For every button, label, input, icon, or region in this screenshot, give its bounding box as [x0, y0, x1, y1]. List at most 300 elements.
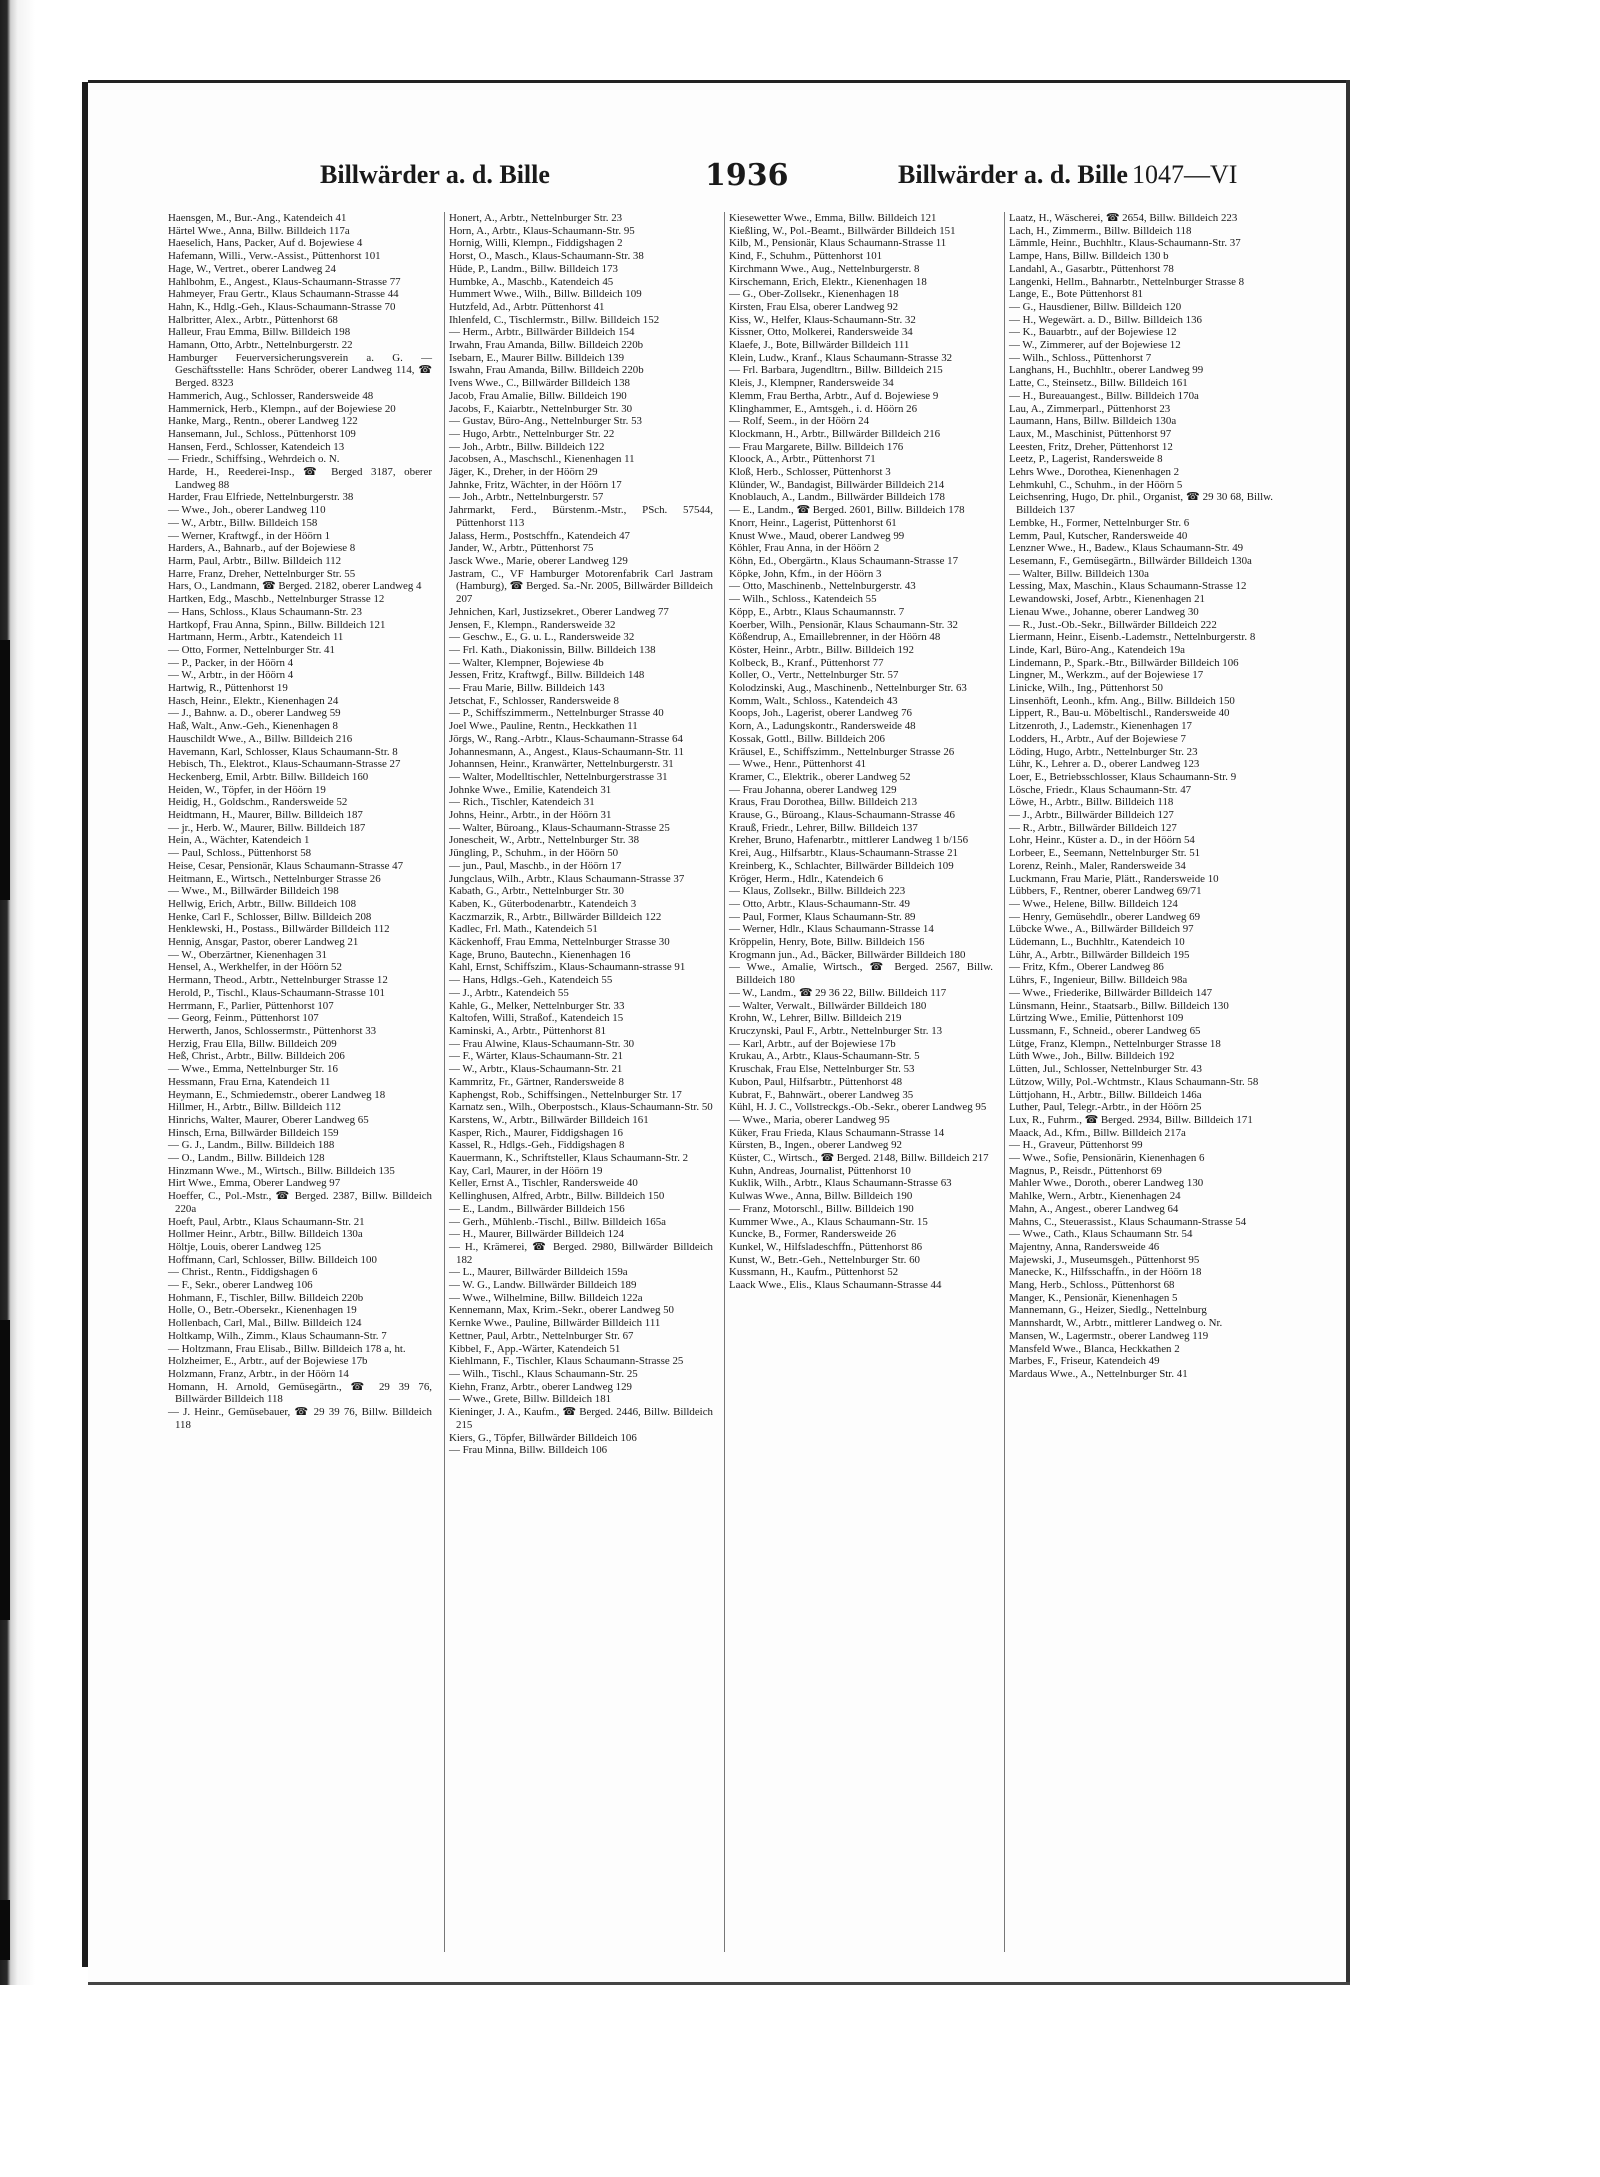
directory-entry: Horn, A., Arbtr., Klaus-Schaumann-Str. 95 [449, 224, 635, 237]
directory-entry: — Fritz, Kfm., Oberer Landweg 86 [1009, 961, 1164, 974]
directory-entry: Halleur, Frau Emma, Billw. Billdeich 198 [168, 326, 351, 339]
directory-entry: Knust Wwe., Maud, oberer Landweg 99 [729, 529, 905, 542]
directory-entry: Kirsten, Frau Elsa, oberer Landweg 92 [729, 300, 899, 313]
directory-entry: Lürtzing Wwe., Emilie, Püttenhorst 109 [1009, 1012, 1184, 1025]
directory-entry: — Paul, Schloss., Püttenhorst 58 [168, 847, 312, 860]
directory-entry: Kaltofen, Willi, Straßof., Katendeich 15 [449, 1012, 624, 1025]
directory-entry: Mahns, C., Steuerassist., Klaus Schaumann-Strasse 54 [1009, 1215, 1247, 1228]
directory-entry: Homann, H. Arnold, Gemüsegärtn., ☎ 29 39 76, Billwärder Billdeich 118 [168, 1380, 432, 1406]
directory-entry: Holle, O., Betr.-Obersekr., Kienenhagen 19 [168, 1304, 357, 1317]
directory-entry: Lehmkuhl, C., Schuhm., in der Höörn 5 [1009, 478, 1183, 491]
directory-entry: — Otto, Former, Nettelnburger Str. 41 [168, 643, 335, 656]
directory-entry: Löding, Hugo, Arbtr., Nettelnburger Str. 23 [1009, 745, 1198, 758]
directory-entry: Lüdemann, L., Buchhltr., Katendeich 10 [1009, 936, 1185, 949]
directory-entry: Mahler Wwe., Doroth., oberer Landweg 130 [1009, 1177, 1204, 1190]
directory-entry: — Karl, Arbtr., auf der Bojewiese 17b [729, 1037, 896, 1050]
directory-entry: Kabath, G., Arbtr., Nettelnburger Str. 30 [449, 885, 624, 898]
directory-entry: Lämmle, Heinr., Buchhltr., Klaus-Schaumann-Str. 37 [1009, 237, 1241, 250]
directory-entry: Henklewski, H., Postass., Billwärder Billdeich 112 [168, 923, 390, 936]
directory-entry: Kummer Wwe., A., Klaus Schaumann-Str. 15 [729, 1215, 928, 1228]
directory-entry: Honert, A., Arbtr., Nettelnburger Str. 23 [449, 212, 623, 224]
directory-entry: — Herm., Arbtr., Billwärder Billdeich 154 [449, 326, 635, 339]
directory-entry: Lampe, Hans, Billw. Billdeich 130 b [1009, 250, 1169, 263]
directory-entry: Lessing, Max, Maschin., Klaus Schaumann-Strasse 12 [1009, 580, 1247, 593]
directory-entry: Hinrichs, Walter, Maurer, Oberer Landweg 65 [168, 1113, 369, 1126]
directory-entry: Hüde, P., Landm., Billw. Billdeich 173 [449, 262, 618, 275]
directory-entry: Lührs, F., Ingenieur, Billw. Billdeich 98a [1009, 974, 1188, 987]
directory-entry: Kolodzinski, Aug., Maschinenb., Nettelnburger Str. 63 [729, 682, 967, 695]
directory-entry: Hartkopf, Frau Anna, Spinn., Billw. Billdeich 121 [168, 618, 386, 631]
directory-entry: Koerber, Wilh., Pensionär, Klaus Schaumann-Str. 32 [729, 618, 958, 631]
directory-entry: Kaphengst, Rob., Schiffsingen., Nettelnburger Str. 17 [449, 1088, 682, 1101]
directory-entry: Heiden, W., Töpfer, in der Höörn 19 [168, 783, 326, 796]
directory-entry: Kind, F., Schuhm., Püttenhorst 101 [729, 250, 883, 263]
directory-entry: Jörgs, W., Rang.-Arbtr., Klaus-Schaumann-Strasse 64 [449, 732, 683, 745]
directory-entry: Iswahn, Frau Amanda, Billw. Billdeich 220b [449, 364, 644, 377]
directory-entry: Koops, Joh., Lagerist, oberer Landweg 76 [729, 707, 912, 720]
directory-entry: Kernke Wwe., Pauline, Billwärder Billdeich 111 [449, 1317, 661, 1330]
directory-entry: Hamburger Feuerversicherungsverein a. G. — Geschäftsstelle: Hans Schröder, oberer Landweg 114, ☎ Berged. 8323 [168, 351, 432, 390]
directory-entry: Kuklik, Wilh., Arbtr., Klaus Schaumann-Strasse 63 [729, 1177, 952, 1190]
directory-entry: Kage, Bruno, Bautechn., Kienenhagen 16 [449, 948, 631, 961]
directory-entry: Klünder, W., Bandagist, Billwärder Billdeich 214 [729, 478, 945, 491]
directory-entry: Mardaus Wwe., A., Nettelnburger Str. 41 [1009, 1367, 1188, 1380]
directory-entry: Hoffmann, Carl, Schlosser, Billw. Billdeich 100 [168, 1253, 377, 1266]
directory-entry: Heise, Cesar, Pensionär, Klaus Schaumann-Strasse 47 [168, 859, 404, 872]
directory-entry: Haeselich, Hans, Packer, Auf d. Bojewiese 4 [168, 237, 363, 250]
directory-entry: — Wwe., Grete, Billw. Billdeich 181 [449, 1393, 612, 1406]
directory-entry: Krauß, Friedr., Lehrer, Billw. Billdeich 137 [729, 821, 918, 834]
directory-entry: Heitmann, E., Wirtsch., Nettelnburger Strasse 26 [168, 872, 381, 885]
directory-entry: Hohmann, F., Tischler, Billw. Billdeich 220b [168, 1291, 364, 1304]
directory-entry: Kreher, Bruno, Hafenarbtr., mittlerer Landweg 1 b/156 [729, 834, 969, 847]
directory-entry: Lohr, Heinr., Küster a. D., in der Höörn 54 [1009, 834, 1195, 847]
directory-entry: Luckmann, Frau Marie, Plätt., Randersweide 10 [1009, 872, 1219, 885]
directory-entry: Krei, Aug., Hilfsarbtr., Klaus-Schaumann-Strasse 21 [729, 847, 958, 860]
directory-entry: Kulwas Wwe., Anna, Billw. Billdeich 190 [729, 1190, 913, 1203]
directory-column-4 [1004, 212, 1277, 1952]
directory-entry: — Wwe., M., Billwärder Billdeich 198 [168, 885, 339, 898]
directory-entry: Hessmann, Frau Erna, Katendeich 11 [168, 1075, 331, 1088]
directory-entry: — Walter, Billw. Billdeich 130a [1009, 567, 1149, 580]
directory-entry: Löwe, H., Arbtr., Billw. Billdeich 118 [1009, 796, 1174, 809]
directory-entry: Köpke, John, Kfm., in der Höörn 3 [729, 567, 882, 580]
directory-entry: Jessen, Fritz, Kraftwgf., Billw. Billdeich 148 [449, 669, 645, 682]
directory-entry: Krukau, A., Arbtr., Klaus-Schaumann-Str. 5 [729, 1050, 920, 1063]
directory-entry: Holtkamp, Wilh., Zimm., Klaus Schaumann-Str. 7 [168, 1329, 387, 1342]
directory-entry: Kilb, M., Pensionär, Klaus Schaumann-Strasse 11 [729, 237, 947, 250]
directory-entry: — Werner, Kraftwgf., in der Höörn 1 [168, 529, 331, 542]
directory-entry: — W., Zimmerer, auf der Bojewiese 12 [1009, 339, 1181, 352]
directory-entry: — Frau Alwine, Klaus-Schaumann-Str. 30 [449, 1037, 635, 1050]
directory-entry: Krogmann jun., Ad., Bäcker, Billwärder Billdeich 180 [729, 948, 966, 961]
directory-entry: Lütten, Jul., Schlosser, Nettelnburger Str. 43 [1009, 1063, 1202, 1076]
directory-entry: Käckenhoff, Frau Emma, Nettelnburger Strasse 30 [449, 936, 670, 949]
directory-entry: Horst, O., Masch., Klaus-Schaumann-Str. 38 [449, 250, 644, 263]
directory-entry: Kellinghusen, Alfred, Arbtr., Billw. Billdeich 150 [449, 1190, 665, 1203]
directory-entry: Hauschildt Wwe., A., Billw. Billdeich 216 [168, 732, 353, 745]
directory-entry: Kirchmann Wwe., Aug., Nettelnburgerstr. 8 [729, 262, 920, 275]
directory-entry: — W., Arbtr., Klaus-Schaumann-Str. 21 [449, 1063, 623, 1076]
directory-entry: — Henry, Gemüsehdlr., oberer Landweg 69 [1009, 910, 1201, 923]
directory-entry: Mang, Herb., Schloss., Püttenhorst 68 [1009, 1279, 1175, 1292]
directory-entry: — Hugo, Arbtr., Nettelnburger Str. 22 [449, 427, 615, 440]
directory-entry: Klockmann, H., Arbtr., Billwärder Billdeich 216 [729, 427, 941, 440]
directory-entry: Haß, Walt., Anw.-Geh., Kienenhagen 8 [168, 720, 338, 733]
directory-entry: Hammerich, Aug., Schlosser, Randersweide 48 [168, 389, 374, 402]
directory-entry: Havemann, Karl, Schlosser, Klaus Schaumann-Str. 8 [168, 745, 398, 758]
directory-entry: Kay, Carl, Maurer, in der Höörn 19 [449, 1164, 603, 1177]
directory-entry: Kissner, Otto, Molkerei, Randersweide 34 [729, 326, 913, 339]
directory-entry: — Wwe., Helene, Billw. Billdeich 124 [1009, 897, 1178, 910]
directory-entry: Lösche, Friedr., Klaus Schaumann-Str. 47 [1009, 783, 1192, 796]
directory-entry: — Wwe., Amalie, Wirtsch., ☎ Berged. 2567, Billw. Billdeich 180 [729, 961, 993, 987]
directory-entry: Jüngling, P., Schuhm., in der Höörn 50 [449, 847, 619, 860]
directory-entry: Kaben, K., Güterbodenarbtr., Katendeich 3 [449, 897, 637, 910]
directory-entry: Herold, P., Tischl., Klaus-Schaumann-Strasse 101 [168, 986, 385, 999]
directory-entry: Ivens Wwe., C., Billwärder Billdeich 138 [449, 377, 630, 390]
directory-entry: Johnke Wwe., Emilie, Katendeich 31 [449, 783, 612, 796]
directory-entry: — Walter, Büroang., Klaus-Schaumann-Strasse 25 [449, 821, 670, 834]
directory-entry: — Wwe., Emma, Nettelnburger Str. 16 [168, 1063, 338, 1076]
directory-entry: — O., Landm., Billw. Billdeich 128 [168, 1152, 325, 1165]
directory-entry: Knoblauch, A., Landm., Billwärder Billdeich 178 [729, 491, 945, 504]
directory-entry: Hahmeyer, Frau Gertr., Klaus Schaumann-Strasse 44 [168, 288, 399, 301]
directory-entry: — G., Ober-Zollsekr., Kienenhagen 18 [729, 288, 899, 301]
directory-entry: Koller, O., Vertr., Nettelnburger Str. 57 [729, 669, 899, 682]
directory-entry: Heymann, E., Schmiedemstr., oberer Landweg 18 [168, 1088, 386, 1101]
directory-entry: — Gerh., Mühlenb.-Tischl., Billw. Billdeich 165a [449, 1215, 666, 1228]
directory-entry: Hinzmann Wwe., M., Wirtsch., Billw. Billdeich 135 [168, 1164, 395, 1177]
directory-entry: Hafemann, Willi., Verw.-Assist., Püttenhorst 101 [168, 250, 381, 263]
directory-entry: — P., Packer, in der Höörn 4 [168, 656, 294, 669]
directory-entry: — Gustav, Büro-Ang., Nettelnburger Str. 53 [449, 415, 642, 428]
directory-entry: Hellwig, Erich, Arbtr., Billw. Billdeich 108 [168, 897, 357, 910]
directory-entry: Knorr, Heinr., Lagerist, Püttenhorst 61 [729, 516, 897, 529]
directory-entry: Hars, O., Landmann, ☎ Berged. 2182, oberer Landweg 4 [168, 580, 422, 593]
directory-column-2 [444, 212, 717, 1952]
directory-entry: Jasck Wwe., Marie, oberer Landweg 129 [449, 554, 628, 567]
directory-entry: Mahn, A., Angest., oberer Landweg 64 [1009, 1202, 1179, 1215]
directory-entry: — Hans, Schloss., Klaus Schaumann-Str. 23 [168, 605, 362, 618]
directory-entry: Lünsmann, Heinr., Staatsarb., Billw. Billdeich 130 [1009, 999, 1229, 1012]
directory-entry: — H., Maurer, Billwärder Billdeich 124 [449, 1228, 624, 1241]
directory-entry: Härtel Wwe., Anna, Billw. Billdeich 117a [168, 224, 350, 237]
directory-entry: Kruczynski, Paul F., Arbtr., Nettelnburger Str. 13 [729, 1025, 943, 1037]
directory-entry: Lehrs Wwe., Dorothea, Kienenhagen 2 [1009, 466, 1180, 479]
directory-entry: Laatz, H., Wäscherei, ☎ 2654, Billw. Billdeich 223 [1009, 212, 1238, 224]
directory-entry: — J., Arbtr., Billwärder Billdeich 127 [1009, 809, 1174, 822]
directory-entry: — W., Arbtr., Billw. Billdeich 158 [168, 516, 318, 529]
directory-entry: Leesten, Fritz, Dreher, Püttenhorst 12 [1009, 440, 1173, 453]
directory-entry: Kasper, Rich., Maurer, Fiddigshagen 16 [449, 1126, 623, 1139]
directory-entry: Hillmer, H., Arbtr., Billw. Billdeich 112 [168, 1101, 341, 1114]
directory-entry: — Wwe., Henr., Püttenhorst 41 [729, 758, 867, 771]
directory-entry: — R., Just.-Ob.-Sekr., Billwärder Billdeich 222 [1009, 618, 1217, 631]
directory-entry: — W., Oberzärtner, Kienenhagen 31 [168, 948, 327, 961]
directory-entry: Kahl, Ernst, Schiffszim., Klaus-Schaumann-strasse 91 [449, 961, 686, 974]
directory-entry: — Geschw., E., G. u. L., Randersweide 32 [449, 631, 635, 644]
directory-entry: Jungclaus, Wilh., Arbtr., Klaus Schaumann-Strasse 37 [449, 872, 685, 885]
directory-entry: — Otto, Arbtr., Klaus-Schaumann-Str. 49 [729, 897, 910, 910]
page-number: 1047—VI [1132, 160, 1238, 189]
directory-entry: Latte, C., Steinsetz., Billw. Billdeich 161 [1009, 377, 1188, 390]
directory-entry: — Walter, Verwalt., Billwärder Billdeich 180 [729, 999, 927, 1012]
directory-entry: — Wwe., Cath., Klaus Schaumann Str. 54 [1009, 1228, 1193, 1241]
directory-entry: Jastram, C., VF Hamburger Motorenfabrik Carl Jastram (Hamburg), ☎ Berged. Sa.-Nr. 2005, Billwärder Billdeich 207 [449, 567, 713, 606]
directory-entry: Lange, E., Bote Püttenhorst 81 [1009, 288, 1143, 301]
directory-entry: Lesemann, F., Gemüsegärtn., Billwärder Billdeich 130a [1009, 554, 1252, 567]
directory-entry: Herrmann, F., Parlier, Püttenhorst 107 [168, 999, 334, 1012]
directory-entry: Herzig, Frau Ella, Billw. Billdeich 209 [168, 1037, 337, 1050]
directory-entry: Hammernick, Herb., Klempn., auf der Bojewiese 20 [168, 402, 396, 415]
directory-entry: Hein, A., Wächter, Katendeich 1 [168, 834, 310, 847]
directory-entry: Kießling, W., Pol.-Beamt., Billwärder Billdeich 151 [729, 224, 956, 237]
directory-entry: Karnatz sen., Wilh., Oberpostsch., Klaus-Schaumann-Str. 50 [449, 1101, 713, 1114]
directory-entry: Kiers, G., Töpfer, Billwärder Billdeich 106 [449, 1431, 637, 1444]
header-year: 1936 [705, 158, 789, 193]
directory-entry: Lindemann, P., Spark.-Btr., Billwärder Billdeich 106 [1009, 656, 1239, 669]
directory-entry: Jensen, F., Klempn., Randersweide 32 [449, 618, 616, 631]
directory-entry: — G. J., Landm., Billw. Billdeich 188 [168, 1139, 335, 1152]
directory-entry: Jahrmarkt, Ferd., Bürstenm.-Mstr., PSch. 57544, Püttenhorst 113 [449, 504, 713, 529]
directory-entry: Hennig, Ansgar, Pastor, oberer Landweg 21 [168, 936, 359, 949]
directory-entry: Jander, W., Arbtr., Püttenhorst 75 [449, 542, 594, 555]
directory-entry: Hartwig, R., Püttenhorst 19 [168, 682, 288, 695]
directory-entry: Kräusel, E., Schiffszimm., Nettelnburger Strasse 26 [729, 745, 955, 758]
directory-entry: — Werner, Hdlr., Klaus Schaumann-Strasse 14 [729, 923, 934, 936]
directory-entry: Joel Wwe., Pauline, Rentn., Heckkathen 11 [449, 720, 638, 733]
directory-entry: Hoeffer, C., Pol.-Mstr., ☎ Berged. 2387, Billw. Billdeich 220a [168, 1190, 432, 1215]
directory-entry: — H., Wegewärt. a. D., Billw. Billdeich 136 [1009, 313, 1203, 326]
directory-entry: — E., Landm., Billwärder Billdeich 156 [449, 1202, 625, 1215]
directory-entry: Klemm, Frau Bertha, Arbtr., Auf d. Bojewiese 9 [729, 389, 939, 402]
directory-entry: Kiehlmann, F., Tischler, Klaus Schaumann-Strasse 25 [449, 1355, 684, 1368]
directory-entry: — Rolf, Seem., in der Höörn 24 [729, 415, 870, 428]
directory-entry: Manger, K., Pensionär, Kienenhagen 5 [1009, 1291, 1178, 1304]
directory-entry: — Wwe., Friederike, Billwärder Billdeich 147 [1009, 986, 1213, 999]
directory-entry: — K., Bauarbtr., auf der Bojewiese 12 [1009, 326, 1177, 339]
directory-entry: — Frau Minna, Billw. Billdeich 106 [449, 1444, 608, 1457]
directory-entry: — H., Krämerei, ☎ Berged. 2980, Billwärder Billdeich 182 [449, 1240, 713, 1266]
directory-entry: Linicke, Wilh., Ing., Püttenhorst 50 [1009, 682, 1163, 695]
directory-entry: Henke, Carl F., Schlosser, Billw. Billdeich 208 [168, 910, 372, 923]
directory-entry: Lemm, Paul, Kutscher, Randersweide 40 [1009, 529, 1188, 542]
directory-entry: Hermann, Theod., Arbtr., Nettelnburger Strasse 12 [168, 974, 388, 987]
directory-entry: Kauermann, K., Schriftsteller, Klaus Schaumann-Str. 2 [449, 1152, 689, 1165]
header-right-title: Billwärder a. d. Bille [898, 160, 1128, 189]
directory-entry: — Klaus, Zollsekr., Billw. Billdeich 223 [729, 885, 906, 898]
directory-entry: — Wwe., Sofie, Pensionärin, Kienenhagen 6 [1009, 1152, 1205, 1165]
directory-entry: Lembke, H., Former, Nettelnburger Str. 6 [1009, 516, 1190, 529]
directory-entry: Haensgen, M., Bur.-Ang., Katendeich 41 [168, 212, 347, 224]
directory-entry: Johannesmann, A., Angest., Klaus-Schaumann-Str. 11 [449, 745, 684, 758]
directory-entry: Mansen, W., Lagermstr., oberer Landweg 119 [1009, 1329, 1209, 1342]
directory-entry: Isebarn, E., Maurer Billw. Billdeich 139 [449, 351, 625, 364]
directory-entry: — L., Maurer, Billwärder Billdeich 159a [449, 1266, 628, 1279]
directory-entry: Kößendrup, A., Emaillebrenner, in der Höörn 48 [729, 631, 941, 644]
directory-entry: Halbritter, Alex., Arbtr., Püttenhorst 68 [168, 313, 338, 326]
directory-entry: Köhn, Ed., Obergärtn., Klaus Schaumann-Strasse 17 [729, 554, 959, 567]
directory-entry: Kibbel, F., App.-Wärter, Katendeich 51 [449, 1342, 621, 1355]
directory-entry: — Wwe., Joh., oberer Landweg 110 [168, 504, 326, 517]
directory-entry: — J., Bahnw. a. D., oberer Landweg 59 [168, 707, 341, 720]
directory-entry: Langhans, H., Buchhltr., oberer Landweg 99 [1009, 364, 1204, 377]
directory-entry: — Paul, Former, Klaus Schaumann-Str. 89 [729, 910, 916, 923]
directory-entry: — Frl. Kath., Diakonissin, Billw. Billdeich 138 [449, 643, 656, 656]
directory-entry: Maack, Ad., Kfm., Billw. Billdeich 217a [1009, 1126, 1186, 1139]
directory-entry: Mannshardt, W., Arbtr., mittlerer Landweg o. Nr. [1009, 1317, 1223, 1330]
directory-entry: Kraus, Frau Dorothea, Billw. Billdeich 213 [729, 796, 918, 809]
directory-entry: — H., Graveur, Püttenhorst 99 [1009, 1139, 1143, 1152]
directory-entry: Kröger, Herm., Hdlr., Katendeich 6 [729, 872, 884, 885]
directory-entry: Holzheimer, E., Arbtr., auf der Bojewiese 17b [168, 1355, 368, 1368]
directory-entry: Kloß, Herb., Schlosser, Püttenhorst 3 [729, 466, 891, 479]
directory-entry: Keller, Ernst A., Tischler, Randersweide 40 [449, 1177, 638, 1190]
directory-entry: Magnus, P., Reisdr., Püttenhorst 69 [1009, 1164, 1162, 1177]
directory-entry: Mansfeld Wwe., Blanca, Heckkathen 2 [1009, 1342, 1180, 1355]
directory-entry: Komm, Walt., Schloss., Katendeich 43 [729, 694, 898, 707]
directory-entry: — J. Heinr., Gemüsebauer, ☎ 29 39 76, Billw. Billdeich 118 [168, 1406, 432, 1431]
directory-entry: Litzenroth, J., Lademstr., Kienenhagen 17 [1009, 720, 1192, 733]
directory-entry: Mannemann, G., Heizer, Siedlg., Nettelnburg [1009, 1304, 1207, 1317]
directory-entry: Kubrat, F., Bahnwärt., oberer Landweg 35 [729, 1088, 914, 1101]
directory-entry: Laack Wwe., Elis., Klaus Schaumann-Strasse 44 [729, 1279, 942, 1292]
directory-entry: Leetz, P., Lagerist, Randersweide 8 [1009, 453, 1163, 466]
directory-entry: Köster, Heinr., Arbtr., Billw. Billdeich 192 [729, 643, 914, 656]
directory-entry: Hage, W., Vertret., oberer Landweg 24 [168, 262, 336, 275]
directory-entry: Hartmann, Herm., Arbtr., Katendeich 11 [168, 631, 344, 644]
directory-column-3 [724, 212, 997, 1952]
header-left-title: Billwärder a. d. Bille [320, 160, 550, 189]
directory-entry: Kröppelin, Henry, Bote, Billw. Billdeich 156 [729, 936, 925, 949]
directory-entry: Kussmann, H., Kaufm., Püttenhorst 52 [729, 1266, 899, 1279]
directory-entry: Hirt Wwe., Emma, Oberer Landweg 97 [168, 1177, 341, 1190]
directory-entry: Köpp, E., Arbtr., Klaus Schaumannstr. 7 [729, 605, 905, 618]
directory-entry: Köhler, Frau Anna, in der Höörn 2 [729, 542, 880, 555]
directory-entry: Klinghammer, E., Amtsgeh., i. d. Höörn 26 [729, 402, 918, 415]
directory-entry: Hebisch, Th., Elektrot., Klaus-Schaumann-Strasse 27 [168, 758, 401, 771]
directory-entry: Hahlbohm, E., Angest., Klaus-Schaumann-Strasse 77 [168, 275, 401, 288]
directory-entry: Kramer, C., Elektrik., oberer Landweg 52 [729, 770, 911, 783]
directory-entry: Heidig, H., Goldschm., Randersweide 52 [168, 796, 348, 809]
directory-entry: Harder, Frau Elfriede, Nettelnburgerstr. 38 [168, 491, 354, 504]
directory-entry: Lau, A., Zimmerparl., Püttenhorst 23 [1009, 402, 1171, 415]
directory-entry: Hornig, Willi, Klempn., Fiddigshagen 2 [449, 237, 623, 250]
directory-entry: — Walter, Klempner, Bojewiese 4b [449, 656, 604, 669]
directory-entry: Kreinberg, K., Schlachter, Billwärder Billdeich 109 [729, 859, 954, 872]
directory-entry: Lach, H., Zimmerm., Billw. Billdeich 118 [1009, 224, 1192, 237]
directory-entry: Leichsenring, Hugo, Dr. phil., Organist, ☎ 29 30 68, Billw. Billdeich 137 [1009, 491, 1273, 517]
directory-entry: — Wilh., Tischl., Klaus Schaumann-Str. 25 [449, 1367, 638, 1380]
directory-entry: Irwahn, Frau Amanda, Billw. Billdeich 220b [449, 339, 644, 352]
directory-entry: Linde, Karl, Büro-Ang., Katendeich 19a [1009, 643, 1186, 656]
directory-entry: Kassel, R., Hdlgs.-Geh., Fiddigshagen 8 [449, 1139, 625, 1152]
directory-entry: Hansemann, Jul., Schloss., Püttenhorst 109 [168, 427, 356, 440]
directory-entry: — Joh., Arbtr., Nettelnburgerstr. 57 [449, 491, 604, 504]
directory-entry: Harde, H., Reederei-Insp., ☎ Berged 3187, oberer Landweg 88 [168, 466, 432, 491]
directory-entry: Kettner, Paul, Arbtr., Nettelnburger Str. 67 [449, 1329, 634, 1342]
directory-entry: — Joh., Arbtr., Billw. Billdeich 122 [449, 440, 605, 453]
directory-entry: — jun., Paul, Maschb., in der Höörn 17 [449, 859, 622, 872]
directory-entry: Lingner, M., Werkzm., auf der Bojewiese 17 [1009, 669, 1204, 682]
directory-entry: Kirschemann, Erich, Elektr., Kienenhagen 18 [729, 275, 927, 288]
directory-entry: Lüttjohann, H., Arbtr., Billw. Billdeich 146a [1009, 1088, 1202, 1101]
directory-entry: — Holtzmann, Frau Elisab., Billw. Billdeich 178 a, ht. [168, 1342, 406, 1355]
directory-entry: Jetschat, F., Schlosser, Randersweide 8 [449, 694, 619, 707]
directory-entry: Kennemann, Max, Krim.-Sekr., oberer Landweg 50 [449, 1304, 675, 1317]
directory-entry: Kubon, Paul, Hilfsarbtr., Püttenhorst 48 [729, 1075, 903, 1088]
directory-entry: — Georg, Feinm., Püttenhorst 107 [168, 1012, 319, 1025]
directory-entry: — Christ., Rentn., Fiddigshagen 6 [168, 1266, 318, 1279]
directory-column-1 [164, 212, 436, 1952]
directory-entry: Heidtmann, H., Maurer, Billw. Billdeich 187 [168, 809, 363, 822]
directory-entry: — R., Arbtr., Billwärder Billdeich 127 [1009, 821, 1177, 834]
directory-entry: Jonescheit, W., Arbtr., Nettelnburger Str. 38 [449, 834, 640, 847]
directory-entry: — Wwe., Maria, oberer Landweg 95 [729, 1113, 890, 1126]
directory-entry: Jacobsen, A., Maschschl., Kienenhagen 11 [449, 453, 635, 466]
directory-entry: Kiss, W., Helfer, Klaus-Schaumann-Str. 32 [729, 313, 916, 326]
directory-entry: — Frau Marie, Billw. Billdeich 143 [449, 682, 605, 695]
directory-entry: Jacob, Frau Amalie, Billw. Billdeich 190 [449, 389, 627, 402]
directory-entry: Kühl, H. J. C., Vollstreckgs.-Ob.-Sekr., oberer Landweg 95 [729, 1101, 987, 1114]
directory-entry: Lühr, A., Arbtr., Billwärder Billdeich 195 [1009, 948, 1190, 961]
directory-entry: Holzmann, Franz, Arbtr., in der Höörn 14 [168, 1367, 349, 1380]
directory-entry: Kürsten, B., Ingen., oberer Landweg 92 [729, 1139, 902, 1152]
directory-entry: Lüth Wwe., Joh., Billw. Billdeich 192 [1009, 1050, 1175, 1063]
directory-entry: Heß, Christ., Arbtr., Billw. Billdeich 206 [168, 1050, 345, 1063]
directory-entry: — F., Wärter, Klaus-Schaumann-Str. 21 [449, 1050, 623, 1063]
directory-entry: Hutzfeld, Ad., Arbtr. Püttenhorst 41 [449, 300, 605, 313]
directory-entry: — jr., Herb. W., Maurer, Billw. Billdeich 187 [168, 821, 366, 834]
directory-entry: Jalass, Herm., Postschffn., Katendeich 47 [449, 529, 630, 542]
directory-entry: — Wwe., Wilhelmine, Billw. Billdeich 122a [449, 1291, 643, 1304]
directory-entry: Mahlke, Wern., Arbtr., Kienenhagen 24 [1009, 1190, 1181, 1203]
directory-entry: — W., Landm., ☎ 29 36 22, Billw. Billdeich 117 [729, 986, 947, 999]
page-right-edge [1346, 80, 1350, 1985]
directory-entry: Kiehn, Franz, Arbtr., oberer Landweg 129 [449, 1380, 632, 1393]
directory-entry: Liermann, Heinr., Eisenb.-Lademstr., Nettelnburgerstr. 8 [1009, 631, 1256, 644]
directory-entry: — E., Landm., ☎ Berged. 2601, Billw. Billdeich 178 [729, 504, 965, 517]
directory-entry: Lippert, R., Bau-u. Möbeltischl., Randersweide 40 [1009, 707, 1230, 720]
directory-entry: Korn, A., Ladungskontr., Randersweide 48 [729, 720, 916, 733]
directory-entry: Klein, Ludw., Kranf., Klaus Schaumann-Strasse 32 [729, 351, 953, 364]
directory-entry: Kaminski, A., Arbtr., Püttenhorst 81 [449, 1025, 607, 1037]
directory-entry: Hoeft, Paul, Arbtr., Klaus Schaumann-Str. 21 [168, 1215, 365, 1228]
directory-entry: — Friedr., Schiffsing., Wehrdeich o. N. [168, 453, 340, 466]
directory-entry: Kiesewetter Wwe., Emma, Billw. Billdeich 121 [729, 212, 937, 224]
directory-entry: Kossak, Gottl., Billw. Billdeich 206 [729, 732, 885, 745]
directory-entry: Kuncke, B., Former, Randersweide 26 [729, 1228, 897, 1241]
directory-entry: Kleis, J., Klempner, Randersweide 34 [729, 377, 894, 390]
directory-entry: Lütge, Franz, Klempn., Nettelnburger Strasse 18 [1009, 1037, 1221, 1050]
directory-entry: Jäger, K., Dreher, in der Höörn 29 [449, 466, 598, 479]
directory-entry: Krohn, W., Lehrer, Billw. Billdeich 219 [729, 1012, 902, 1025]
directory-entry: Küker, Frau Frieda, Klaus Schaumann-Strasse 14 [729, 1126, 945, 1139]
directory-entry: — F., Sekr., oberer Landweg 106 [168, 1279, 313, 1292]
directory-entry: Ihlenfeld, C., Tischlermstr., Billw. Billdeich 152 [449, 313, 660, 326]
directory-entry: Jacobs, F., Kaiarbtr., Nettelnburger Str. 30 [449, 402, 633, 415]
directory-entry: Kuhn, Andreas, Journalist, Püttenhorst 10 [729, 1164, 911, 1177]
page-bottom-edge [88, 1982, 1350, 1985]
directory-entry: Harre, Franz, Dreher, Nettelnburger Str. 55 [168, 567, 356, 580]
directory-entry: Lussmann, F., Schneid., oberer Landweg 65 [1009, 1025, 1201, 1037]
directory-entry: Hahn, K., Hdlg.-Geh., Klaus-Schaumann-Strasse 70 [168, 300, 396, 313]
directory-entry: Karstens, W., Arbtr., Billwärder Billdeich 161 [449, 1113, 649, 1126]
directory-entry: Hartken, Edg., Maschb., Nettelnburger Strasse 12 [168, 593, 385, 606]
directory-entry: — Frau Johanna, oberer Landweg 129 [729, 783, 897, 796]
directory-entry: Hamann, Otto, Arbtr., Nettelnburgerstr. 22 [168, 339, 353, 352]
